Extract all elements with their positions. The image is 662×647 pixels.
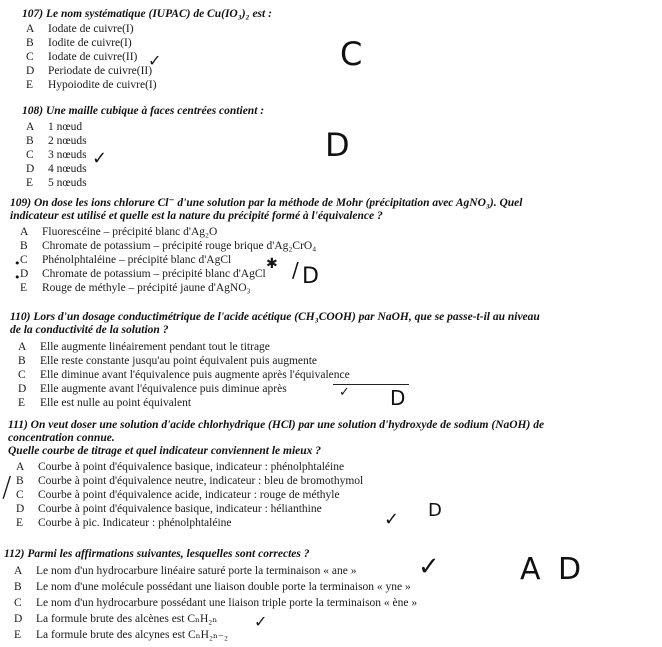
question-title: 108) Une maille cubique à faces centrées contient : bbox=[22, 105, 265, 117]
question-title-line-1: 110) Lors d'un dosage conductimétrique de l'acide acétique (CH₃COOH) par NaOH, que se passe-t-il au niveau bbox=[10, 311, 540, 323]
option-c: C 3 nœuds bbox=[26, 149, 87, 161]
question-title-line-2: indicateur est utilisé et quelle est la nature du précipité formé à l'équivalence ? bbox=[10, 210, 383, 222]
checkmark-icon: ✓ bbox=[384, 509, 400, 530]
option-c: C Elle diminue avant l'équivalence puis augmente après l'équivalence bbox=[18, 369, 350, 381]
checkmark-icon: ✓ bbox=[254, 612, 268, 631]
checkmark-icon: ✓ bbox=[339, 385, 350, 400]
bullet-dot-icon: • bbox=[14, 271, 21, 284]
option-d: D Chromate de potassium – précipité blanc d'AgCl bbox=[20, 268, 266, 280]
question-title-line-2: concentration connue. bbox=[8, 432, 115, 444]
question-title-line-1: 109) On dose les ions chlorure Cl⁻ d'une solution par la méthode de Mohr (précipitation avec AgNO₃). Quel bbox=[10, 197, 523, 209]
option-d: D Elle augmente avant l'équivalence puis diminue après bbox=[18, 383, 287, 395]
checkmark-icon: ✓ bbox=[92, 148, 108, 169]
option-c: C Phénolphtaléine – précipité blanc d'AgCl bbox=[20, 254, 232, 266]
handwritten-answer: C bbox=[340, 35, 363, 73]
question-107 bbox=[0, 8, 662, 92]
slash-mark-icon: / bbox=[292, 258, 299, 282]
handwritten-answer: D bbox=[428, 500, 442, 521]
question-title: 112) Parmi les affirmations suivantes, lesquelles sont correctes ? bbox=[4, 548, 310, 560]
option-a: A Courbe à point d'équivalence basique, indicateur : phénolphtaléine bbox=[16, 461, 345, 473]
option-a: A Iodate de cuivre(I) bbox=[26, 23, 134, 35]
question-title-line-2: de la conductivité de la solution ? bbox=[10, 324, 169, 336]
option-c: C Le nom d'un hydrocarbure possédant une liaison triple porte la terminaison « ène » bbox=[14, 597, 418, 609]
question-111 bbox=[0, 419, 662, 530]
option-a: A 1 nœud bbox=[26, 121, 83, 133]
option-a: A Fluorescéine – précipité blanc d'Ag₂O bbox=[20, 226, 218, 238]
option-d: D La formule brute des alcènes est CₙH₂ₙ bbox=[14, 613, 218, 625]
option-b: B Courbe à point d'équivalence neutre, indicateur : bleu de bromothymol bbox=[16, 475, 364, 487]
option-e: E 5 nœuds bbox=[26, 177, 87, 189]
question-title-line-1: 111) On veut doser une solution d'acide chlorhydrique (HCl) par une solution d'hydroxyde de sodium (NaOH) de bbox=[8, 419, 545, 431]
option-c: C Courbe à point d'équivalence acide, indicateur : rouge de méthyle bbox=[16, 489, 340, 501]
option-d: D Courbe à point d'équivalence basique, indicateur : hélianthine bbox=[16, 503, 322, 515]
option-e: E Hypoiodite de cuivre(I) bbox=[26, 79, 157, 91]
handwritten-answer: D bbox=[325, 126, 350, 164]
handwritten-answer: D bbox=[390, 386, 406, 410]
checkmark-icon: ✓ bbox=[148, 51, 162, 70]
bullet-dot-icon: • bbox=[14, 257, 21, 270]
scribble-mark-icon: ✱ bbox=[266, 256, 278, 272]
option-d: D Periodate de cuivre(II) bbox=[26, 65, 153, 77]
checkmark-icon: ✓ bbox=[418, 552, 440, 582]
option-a: A Elle augmente linéairement pendant tout le titrage bbox=[18, 341, 270, 353]
option-e: E Elle est nulle au point équivalent bbox=[18, 397, 192, 409]
option-b: B Chromate de potassium – précipité rouge brique d'Ag₂CrO₄ bbox=[20, 240, 317, 252]
option-b: B Elle reste constante jusqu'au point équivalent puis augmente bbox=[18, 355, 318, 367]
option-c: C Iodate de cuivre(II) bbox=[26, 51, 138, 63]
question-109 bbox=[0, 197, 662, 295]
option-e: E Courbe à pic. Indicateur : phénolphtaléine bbox=[16, 517, 232, 529]
underline-mark bbox=[333, 384, 409, 385]
option-d: D 4 nœuds bbox=[26, 163, 87, 175]
option-b: B Iodite de cuivre(I) bbox=[26, 37, 132, 49]
option-b: B 2 nœuds bbox=[26, 135, 87, 147]
handwritten-answer: A D bbox=[520, 552, 586, 587]
option-b: B Le nom d'une molécule possédant une liaison double porte la terminaison « yne » bbox=[14, 581, 411, 593]
handwritten-answer: D bbox=[302, 264, 319, 289]
question-110 bbox=[0, 311, 662, 410]
slash-mark-icon: / bbox=[2, 470, 12, 503]
option-e: E La formule brute des alcynes est CₙH₂ₙ₋₂ bbox=[14, 629, 229, 641]
option-a: A Le nom d'un hydrocarbure linéaire saturé porte la terminaison « ane » bbox=[14, 565, 357, 577]
option-e: E Rouge de méthyle – précipité jaune d'AgNO₃ bbox=[20, 282, 251, 294]
question-title: 107) Le nom systématique (IUPAC) de Cu(IO₃)₂ est : bbox=[22, 8, 272, 20]
question-title-line-3: Quelle courbe de titrage et quel indicateur conviennent le mieux ? bbox=[8, 445, 322, 457]
